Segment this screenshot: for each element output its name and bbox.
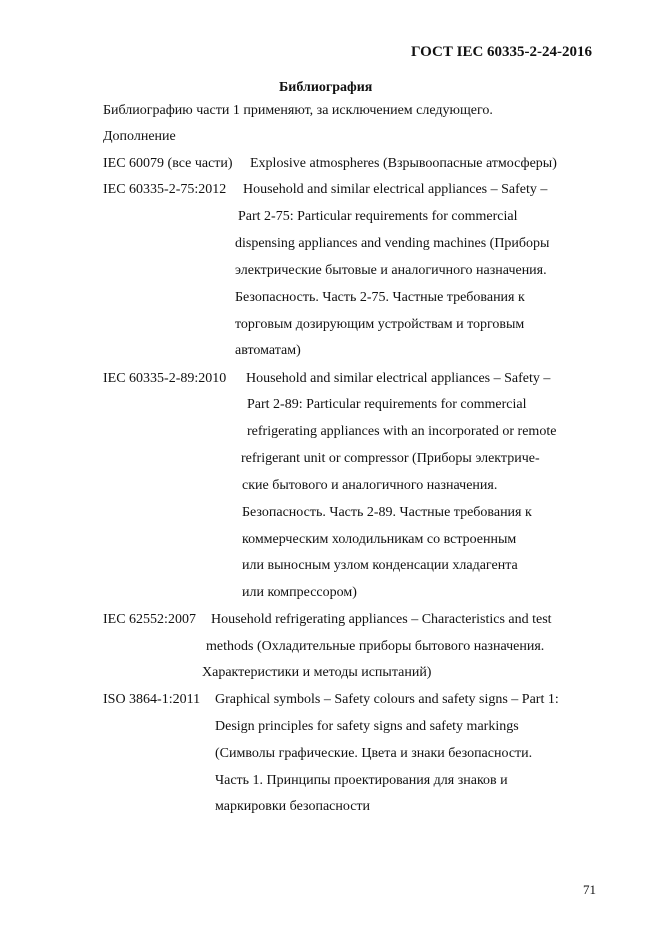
ref-line: автоматам): [235, 343, 301, 358]
ref-line: methods (Охладительные приборы бытового назначения.: [206, 639, 545, 654]
ref-line: refrigerating appliances with an incorporated or remote: [247, 424, 557, 439]
ref-line: Безопасность. Часть 2-89. Частные требования к: [242, 505, 532, 520]
page-title: Библиография: [279, 80, 373, 95]
ref-line: dispensing appliances and vending machines (Приборы: [235, 236, 550, 251]
ref-code: IEC 60079 (все части): [103, 156, 233, 171]
ref-line: ские бытового и аналогичного назначения.: [242, 478, 498, 493]
ref-line: Part 2-89: Particular requirements for commercial: [247, 397, 527, 412]
ref-code: ISO 3864-1:2011: [103, 692, 201, 707]
ref-line: Часть 1. Принципы проектирования для знаков и: [215, 773, 508, 788]
ref-line: refrigerant unit or compressor (Приборы электриче-: [241, 451, 540, 466]
ref-code: IEC 60335-2-89:2010: [103, 371, 227, 386]
ref-line: Household and similar electrical appliances – Safety –: [243, 182, 548, 197]
ref-line: Design principles for safety signs and safety markings: [215, 719, 519, 734]
document-header: ГОСТ IEC 60335-2-24-2016: [411, 44, 593, 60]
ref-line: Graphical symbols – Safety colours and safety signs – Part 1:: [215, 692, 559, 707]
ref-line: электрические бытовые и аналогичного назначения.: [235, 263, 547, 278]
ref-line: маркировки безопасности: [215, 799, 371, 814]
page-number: 71: [583, 882, 596, 897]
ref-line: Part 2-75: Particular requirements for commercial: [238, 209, 518, 224]
ref-code: IEC 62552:2007: [103, 612, 196, 627]
ref-line: (Символы графические. Цвета и знаки безопасности.: [215, 746, 533, 761]
ref-line: Household and similar electrical appliances – Safety –: [246, 371, 551, 386]
ref-line: Explosive atmospheres (Взрывоопасные атмосферы): [250, 156, 557, 171]
ref-line: Безопасность. Часть 2-75. Частные требования к: [235, 290, 525, 305]
ref-code: IEC 60335-2-75:2012: [103, 182, 227, 197]
ref-line: или выносным узлом конденсации хладагента: [242, 558, 518, 573]
section-heading: Дополнение: [103, 129, 176, 144]
ref-line: или компрессором): [242, 585, 357, 600]
ref-line: торговым дозирующим устройствам и торговым: [235, 317, 525, 332]
ref-line: Характеристики и методы испытаний): [202, 665, 432, 680]
ref-line: Household refrigerating appliances – Characteristics and test: [211, 612, 552, 627]
intro-text: Библиографию части 1 применяют, за исключением следующего.: [103, 103, 493, 118]
ref-line: коммерческим холодильникам со встроенным: [242, 532, 517, 547]
